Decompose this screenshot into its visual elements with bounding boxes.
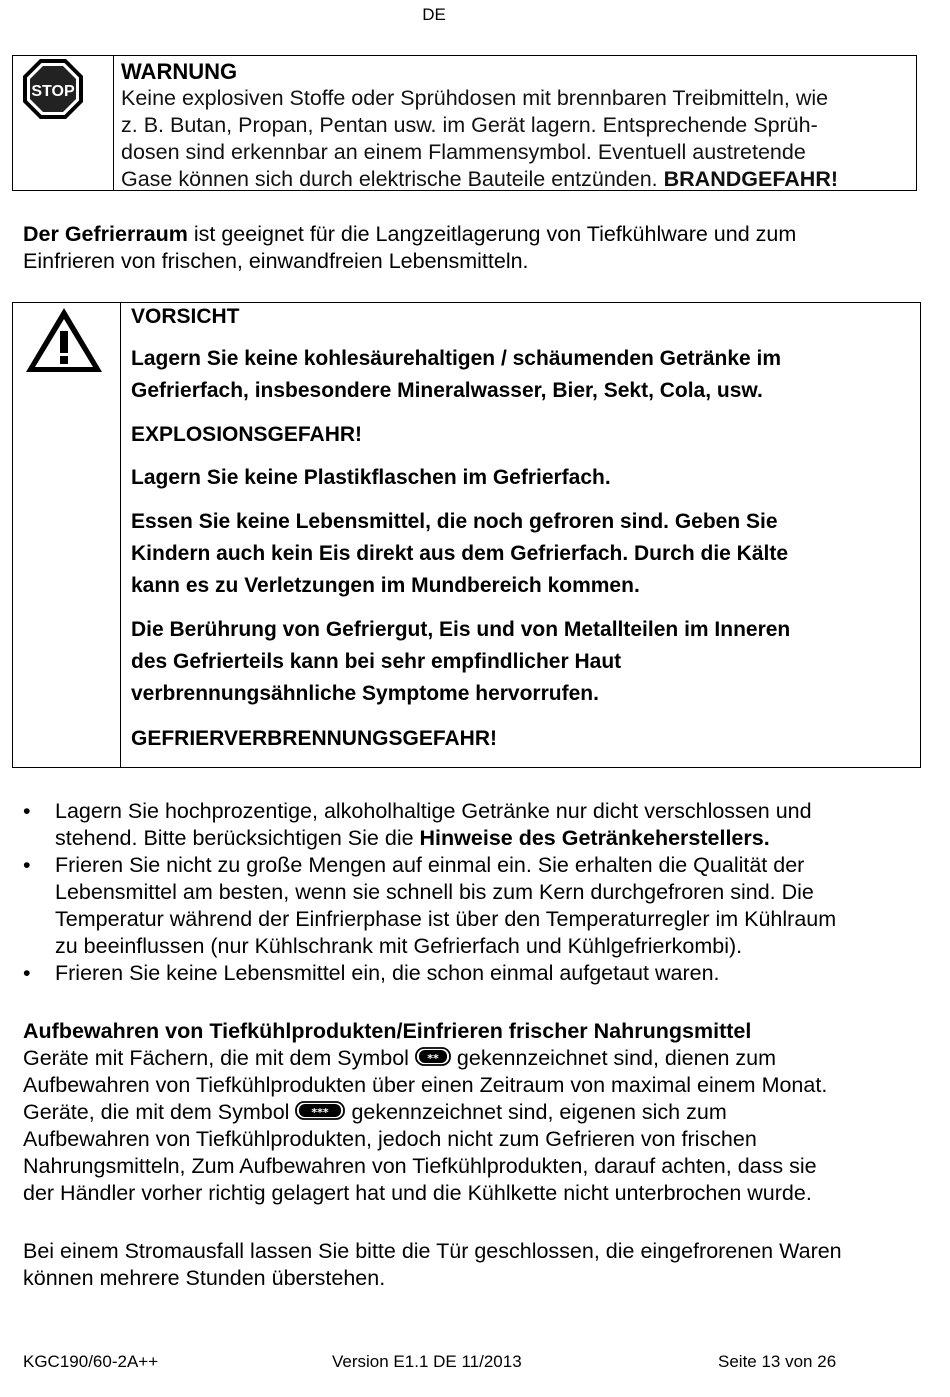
list-item: • Lagern Sie hochprozentige, alkoholhaltige Getränke nur dicht verschlossen und stehend. Bitte berücksichtigen Sie die Hinweise des Getränkeherstellers. xyxy=(23,799,812,850)
caution-paragraph xyxy=(131,343,912,407)
svg-text:**: ** xyxy=(427,1052,439,1065)
caution-title: VORSICHT xyxy=(131,305,240,328)
storage-line: Aufbewahren von Tiefkühlprodukten, jedoch nicht zum Gefrieren von frischen xyxy=(23,1127,757,1151)
storage-line: der Händler vorher richtig gelagert hat und die Kühlkette nicht unterbrochen wurde. xyxy=(23,1181,812,1205)
caution-line: Essen Sie keine Lebensmittel, die noch gefroren sind. Geben Sie xyxy=(131,510,778,533)
caution-paragraph xyxy=(131,506,912,602)
bullet-dot-icon: • xyxy=(23,799,31,823)
caution-line: des Gefrierteils kann bei sehr empfindlicher Haut xyxy=(131,650,622,673)
storage-line: Geräte mit Fächern, die mit dem Symbol ** gekennzeichnet sind, dienen zum xyxy=(23,1046,777,1070)
freezer-intro-bold: Der Gefrierraum xyxy=(23,222,188,246)
freezer-burn-hazard-label: GEFRIERVERBRENNUNGSGEFAHR! xyxy=(131,727,497,750)
storage-line: Nahrungsmitteln, Zum Aufbewahren von Tiefkühlprodukten, darauf achten, dass sie xyxy=(23,1154,817,1178)
beverage-manufacturer-note: Hinweise des Getränkeherstellers. xyxy=(419,826,770,850)
warning-box xyxy=(12,55,917,191)
footer-model: KGC190/60-2A++ xyxy=(23,1352,159,1371)
caution-paragraph xyxy=(131,614,912,710)
bullet-list xyxy=(23,798,928,987)
power-outage-note: Bei einem Stromausfall lassen Sie bitte die Tür geschlossen, die eingefrorenen Waren können mehrere Stunden überstehen. xyxy=(23,1239,842,1290)
explosion-hazard-label: EXPLOSIONSGEFAHR! xyxy=(131,423,363,446)
warning-last-line: Gase können sich durch elektrische Bauteile entzünden. xyxy=(121,167,658,191)
bullet-dot-icon: • xyxy=(23,853,31,877)
freezer-intro-line: Einfrieren von frischen, einwandfreien Lebensmitteln. xyxy=(23,249,529,273)
bullet-dot-icon: • xyxy=(23,961,31,985)
warning-title: WARNUNG xyxy=(121,59,238,84)
warning-line: Keine explosiven Stoffe oder Sprühdosen mit brennbaren Treibmitteln, wie xyxy=(121,86,829,110)
language-code: DE xyxy=(422,5,446,24)
footer-page-number: Seite 13 von 26 xyxy=(718,1352,837,1371)
warning-line: dosen sind erkennbar an einem Flammensymbol. Eventuell austretende xyxy=(121,140,806,164)
caution-icon-cell xyxy=(13,303,121,767)
storage-section xyxy=(23,1018,928,1207)
caution-line: Die Berührung von Gefriergut, Eis und von Metallteilen im Inneren xyxy=(131,618,791,641)
warning-line xyxy=(121,166,910,193)
caution-paragraph: Lagern Sie keine Plastikflaschen im Gefrierfach. xyxy=(131,466,611,489)
stop-sign-label: STOP xyxy=(31,83,75,100)
storage-heading: Aufbewahren von Tiefkühlprodukten/Einfrieren frischer Nahrungsmittel xyxy=(23,1019,752,1043)
fire-hazard-label: BRANDGEFAHR! xyxy=(663,167,839,191)
footer-version: Version E1.1 DE 11/2013 xyxy=(332,1352,522,1371)
stop-sign-icon xyxy=(22,58,84,120)
two-star-freezer-icon xyxy=(415,1047,451,1067)
warning-triangle-icon xyxy=(23,305,105,375)
caution-line: Gefrierfach, insbesondere Mineralwasser, Bier, Sekt, Cola, usw. xyxy=(131,379,763,402)
caution-line: Lagern Sie keine kohlesäurehaltigen / schäumenden Getränke im xyxy=(131,347,782,370)
freezer-intro xyxy=(23,221,928,275)
caution-line: kann es zu Verletzungen im Mundbereich kommen. xyxy=(131,574,640,597)
svg-text:***: *** xyxy=(311,1106,330,1119)
freezer-intro-text: ist geeignet für die Langzeitlagerung von Tiefkühlware und zum xyxy=(187,222,797,246)
list-item: • Frieren Sie nicht zu große Mengen auf einmal ein. Sie erhalten die Qualität der Lebensmittel am besten, wenn sie schnell bis zum Kern durchgefroren sind. Die Temperatur während der Einfrierphase ist über den Temperaturregler im Kühlraum zu beeinflussen (nur Kühlschrank mit Gefrierfach und Kühlgefrierkombi). xyxy=(23,853,837,958)
caution-line: verbrennungsähnliche Symptome hervorrufen. xyxy=(131,682,599,705)
three-star-freezer-icon xyxy=(295,1101,345,1121)
warning-line: z. B. Butan, Propan, Pentan usw. im Gerät lagern. Entsprechende Sprüh- xyxy=(121,113,818,137)
storage-line: Geräte, die mit dem Symbol *** gekennzeichnet sind, eigenen sich zum xyxy=(23,1100,727,1124)
warning-icon-cell xyxy=(13,56,114,190)
caution-line: Kindern auch kein Eis direkt aus dem Gefrierfach. Durch die Kälte xyxy=(131,542,789,565)
caution-box xyxy=(12,302,921,768)
warning-text xyxy=(121,58,910,193)
list-item: • Frieren Sie keine Lebensmittel ein, die schon einmal aufgetaut waren. xyxy=(23,961,720,985)
storage-line: Aufbewahren von Tiefkühlprodukten über einen Zeitraum von maximal einem Monat. xyxy=(23,1073,828,1097)
